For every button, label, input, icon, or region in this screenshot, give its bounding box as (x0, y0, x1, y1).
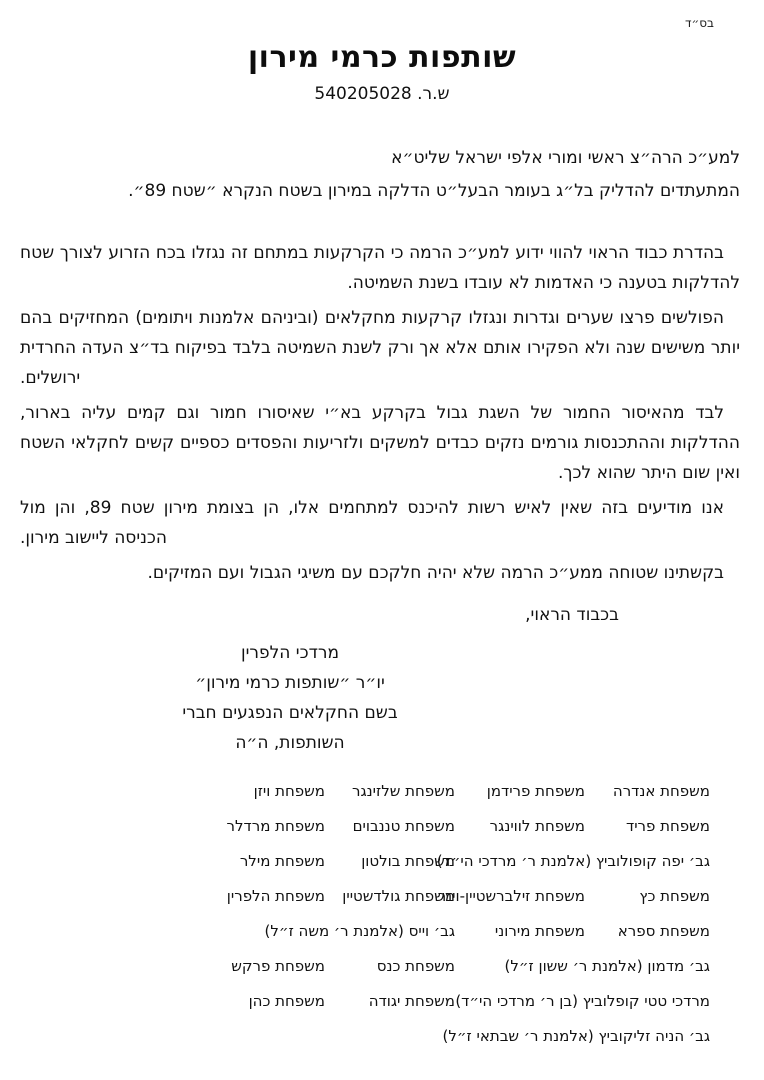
family-name: משפחת פריד (626, 817, 710, 835)
family-name: משפחת מירוני (494, 922, 585, 940)
registration-number: ש.ר. 540205028 (314, 84, 450, 104)
signatory-on-behalf: בשם החקלאים הנפגעים חברי השותפות, ה״ה (182, 703, 398, 753)
family-name: משפחת כנס (376, 957, 455, 975)
page-title: שותפות כרמי מירון (247, 40, 517, 75)
family-name: משפחת טננבוים (352, 817, 455, 835)
family-name: משפחת לווינגר (489, 817, 585, 835)
family-name: משפחת כהן (248, 992, 325, 1010)
family-name: משפחת ספרא (617, 922, 710, 940)
family-name: משפחת ויזן (253, 782, 325, 800)
body-paragraph-1: בהדרת כבוד הראוי להווי ידוע למע״כ הרמה כי הקרקעות במתחם זה נגזלו בכח הזרוע לצורך שטח להדלקות בטענה כי האדמות לא עובדו בשנת השמיטה. (20, 243, 740, 293)
families-grid (200, 774, 710, 1054)
family-name: מרדכי טטי קופלוביץ (בן ר׳ מרדכי הי״ד) (455, 992, 710, 1010)
family-name: משפחת פרקש (231, 957, 325, 975)
family-name: גב׳ וייס (אלמנת ר׳ משה ז״ל) (264, 922, 455, 940)
family-name: משפחת שלזינגר (352, 782, 455, 800)
closing-salutation: בכבוד הראוי, (525, 605, 619, 625)
recipient-line-2: המתעתדים להדליק בל״ג בעומר הבעל״ט הדלקה במירון בשטח הנקרא ״שטח 89״. (128, 181, 740, 201)
body-paragraph-5: בקשתינו שטוחה ממע״כ הרמה שלא יהיה חלקכם עם משיגי הגבול ועם המזיקים. (147, 563, 724, 583)
family-name: משפחת מילר (239, 852, 325, 870)
family-name: גב׳ מדמון (אלמנת ר׳ ששון ז״ל) (504, 957, 710, 975)
family-name: משפחת יגודה (368, 992, 455, 1010)
family-name: גב׳ הניה זליקוביץ (אלמנת ר׳ שבתאי ז״ל) (442, 1027, 710, 1045)
family-name: משפחת פרידמן (486, 782, 585, 800)
family-name: משפחת גולדשטיין (342, 887, 455, 905)
family-name: משפחת מרדלר (226, 817, 325, 835)
family-name: משפחת בולטון (361, 852, 455, 870)
family-name: משפחת אנדרה (612, 782, 710, 800)
family-name: משפחת כץ (639, 887, 710, 905)
recipient-line-1: למע״כ הרה״צ ראשי ומורי אלפי ישראל שליט״א (391, 148, 740, 168)
bsd-mark: בס״ד (684, 16, 714, 30)
family-name: משפחת זילברשטיין-וינר (437, 887, 585, 905)
family-name: גב׳ יפה קופולוביץ (אלמנת ר׳ מרדכי הי״ד) (436, 852, 710, 870)
signatory-role: יו״ר ״שותפות כרמי מירון״ (195, 673, 385, 693)
body-paragraph-2: הפולשים פרצו שערים וגדרות ונגזלו קרקעות מחקלאים (וביניהם אלמנות ויתומים) המחזיקים בהם יותר משישים שנה ולא הפקירו אותם אלא אך ורק לשנת השמיטה בלבד בפיקוח בד״צ העדה החרדית ירושלים. (20, 308, 740, 388)
signatory-name: מרדכי הלפרין (240, 643, 340, 663)
recipient-block (20, 142, 740, 208)
body-paragraph-3: לבד מהאיסור החמור של השגת גבול בקרקע בא״י שאיסורו חמור וגם קמים עליה בארור, ההדלקות וההתכנסות גורמים נזקים כבדים למשקים ולזריעות והפסדים כספיים קשים לחקלאי השטח ואין שום היתר שהוא לכך. (20, 403, 740, 483)
family-name: משפחת הלפרין (226, 887, 325, 905)
signature-block (150, 638, 430, 758)
body-paragraph-4: אנו מודיעים בזה שאין לאיש רשות להיכנס למתחמים אלו, הן בצומת מירון שטח 89, והן מול הכניסה ליישוב מירון. (20, 498, 724, 548)
letter-body (20, 238, 740, 588)
